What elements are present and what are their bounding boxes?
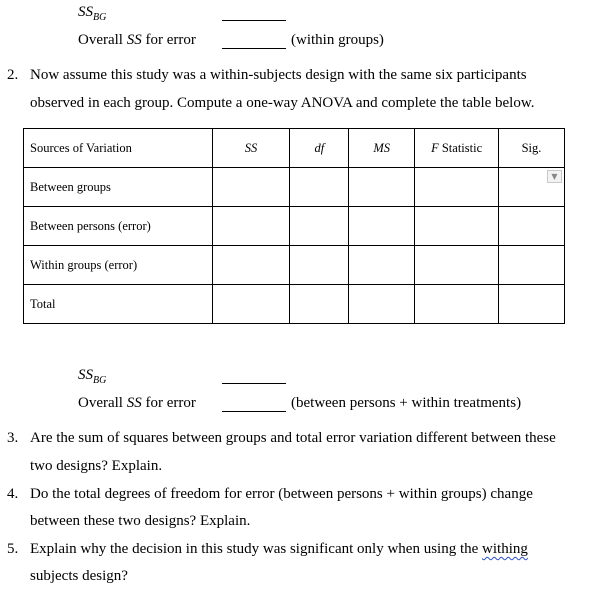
overall-prefix-bottom: Overall [78,395,127,411]
cell-f-total[interactable] [415,285,499,324]
ss-bg-answer-blank-top[interactable] [222,20,286,21]
cell-df-between-persons[interactable] [290,207,349,246]
cell-sig-between-persons[interactable] [499,207,565,246]
ss-bg-label-bottom-sub: BG [93,375,107,386]
ss-bg-label-top-ss: SS [78,4,93,20]
overall-ss-top: SS [126,32,142,48]
table-row-between-persons [24,207,565,246]
ss-bg-label-top-sub: BG [93,12,107,23]
cell-ss-total[interactable] [212,285,290,324]
question-5-line-1 [30,541,528,558]
cell-f-within-groups[interactable] [415,246,499,285]
overall-ss-error-label-top [78,32,196,49]
question-4-number: 4. [7,486,19,502]
between-persons-note: (between persons + within treatments) [291,395,522,411]
question-2-line-2: observed in each group. Compute a one-way ANOVA and complete the table below. [30,95,535,111]
cell-sig-within-groups[interactable] [499,246,565,285]
header-ss: SS [212,129,290,168]
ss-bg-label-bottom [78,367,106,386]
overall-suffix-top: for error [141,32,196,48]
overall-ss-error-blank-bottom[interactable] [222,411,286,412]
cell-sig-between-groups[interactable] [499,168,565,207]
question-5-line-2: subjects design? [30,568,128,584]
cell-f-between-groups[interactable] [415,168,499,207]
question-4-line-2: between these two designs? Explain. [30,513,251,529]
header-f-rest: Statistic [438,140,483,155]
header-f-letter: F [431,140,439,155]
within-groups-note: (within groups) [291,32,384,48]
cell-ss-within-groups[interactable] [212,246,290,285]
cell-df-between-groups[interactable] [290,168,349,207]
question-3-line-2: two designs? Explain. [30,458,163,474]
overall-ss-error-blank-top[interactable] [222,48,286,49]
row-label-total: Total [24,285,213,324]
cell-ms-between-persons[interactable] [349,207,415,246]
cell-ss-between-persons[interactable] [212,207,290,246]
question-2-line-1: Now assume this study was a within-subjects design with the same six participants [30,67,527,83]
cell-f-between-persons[interactable] [415,207,499,246]
header-f-statistic [415,129,499,168]
row-label-within-groups: Within groups (error) [24,246,213,285]
cell-ss-between-groups[interactable] [212,168,290,207]
cell-df-total[interactable] [290,285,349,324]
row-label-between-persons: Between persons (error) [24,207,213,246]
question-5-line-1-text: Explain why the decision in this study was significant only when using the [30,541,483,557]
ss-bg-label-bottom-ss: SS [78,367,93,383]
table-row-total [24,285,565,324]
overall-ss-error-label-bottom [78,395,196,412]
question-3-number: 3. [7,430,19,446]
cell-ms-total[interactable] [349,285,415,324]
ss-bg-label-top [78,4,106,23]
ss-bg-answer-blank-bottom[interactable] [222,383,286,384]
question-2-number: 2. [7,67,19,83]
anova-header-row [24,129,565,168]
table-row-within-groups [24,246,565,285]
overall-suffix-bottom: for error [141,395,196,411]
row-label-between-groups: Between groups [24,168,213,207]
misspelled-word-withing[interactable]: withing [482,541,528,557]
cell-ms-within-groups[interactable] [349,246,415,285]
question-5-number: 5. [7,541,19,557]
header-ms: MS [349,129,415,168]
header-sources: Sources of Variation [24,129,213,168]
overall-prefix-top: Overall [78,32,127,48]
anova-table [23,128,565,324]
header-df: df [290,129,349,168]
table-row-between-groups [24,168,565,207]
cell-ms-between-groups[interactable] [349,168,415,207]
question-4-line-1: Do the total degrees of freedom for error (between persons + within groups) change [30,486,533,502]
dropdown-arrow-icon[interactable]: ▼ [547,170,562,183]
cell-sig-total[interactable] [499,285,565,324]
header-sig: Sig. [499,129,565,168]
question-3-line-1: Are the sum of squares between groups and total error variation different between these [30,430,556,446]
cell-df-within-groups[interactable] [290,246,349,285]
overall-ss-bottom: SS [126,395,142,411]
